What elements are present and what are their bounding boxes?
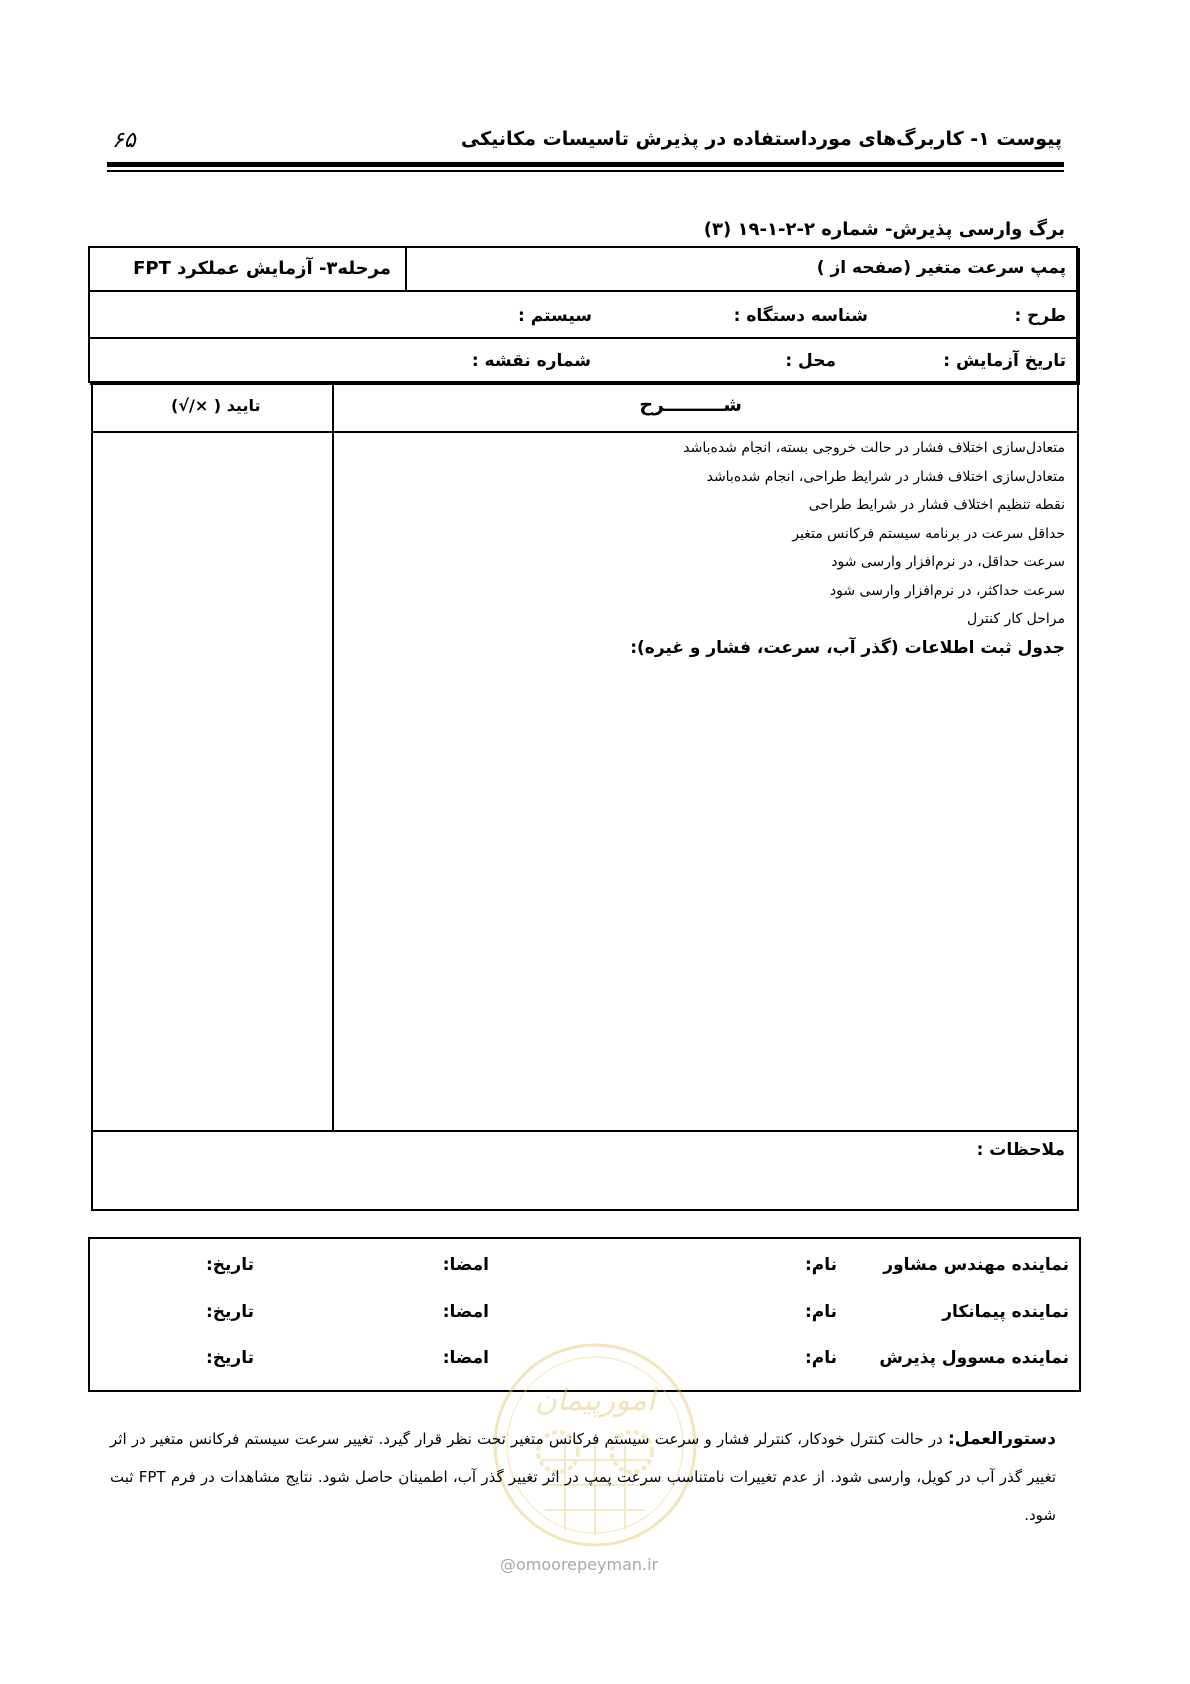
list-item: متعادل‌سازی اختلاف فشار در حالت خروجی بسته، انجام شده‌باشد: [683, 440, 1065, 456]
header-rule-thick: [107, 162, 1064, 167]
list-item: سرعت حداکثر، در نرم‌افزار وارسی شود: [829, 582, 1065, 599]
signature-field: امضا:: [442, 1255, 489, 1275]
signer-role: نماینده مهندس مشاور: [883, 1255, 1069, 1275]
checklist-table: [91, 382, 1079, 1211]
notes-label: ملاحظات :: [976, 1140, 1065, 1160]
location-label: محل :: [785, 351, 836, 371]
test-date-label: تاریخ آزمایش :: [943, 351, 1066, 371]
signature-field: امضا:: [442, 1348, 489, 1368]
watermark-site-text: omoorepeyman.ir: [516, 1555, 659, 1574]
signature-row: [90, 1302, 1079, 1332]
info-divider: [90, 337, 1076, 339]
list-item: متعادل‌سازی اختلاف فشار در شرایط طراحی، انجام شده‌باشد: [706, 468, 1065, 485]
signature-row: [90, 1255, 1079, 1285]
instructions-paragraph: [110, 1420, 1056, 1534]
approval-header: تایید ( ×/√): [171, 396, 261, 415]
form-code: برگ وارسی پذیرش- شماره ۲-۲-۱-۱۹ (۳): [703, 219, 1065, 240]
description-list: [365, 434, 1065, 662]
column-divider: [332, 384, 334, 1131]
date-field: تاریخ:: [206, 1302, 254, 1322]
data-table-label: جدول ثبت اطلاعات (گذر آب، سرعت، فشار و غیره):: [630, 637, 1065, 658]
form-info-box: [88, 246, 1078, 383]
instructions-text: در حالت کنترل خودکار، کنترلر فشار و سرعت سیستم فرکانس متغیر تحت نظر قرار گیرد. تغییر سرعت سیستم فرکانس متغیر در اثر تغییر گذر آب در کویل، وارسی شود. از عدم تغییرات نامتناسب سرعت پمپ در اثر تغییر گذر آب، اطمینان حاصل شود. نتایج مشاهدات در فرم FPT ثبت شود.: [110, 1430, 1056, 1524]
watermark-site: [500, 1555, 658, 1574]
date-field: تاریخ:: [206, 1255, 254, 1275]
signature-field: امضا:: [442, 1302, 489, 1322]
stage-title: مرحله۳- آزمایش عملکرد FPT: [133, 258, 391, 279]
header-rule-thin: [107, 170, 1064, 172]
table-header-divider: [93, 431, 1077, 433]
list-item: نقطه تنظیم اختلاف فشار در شرایط طراحی: [808, 497, 1065, 513]
name-field: نام:: [804, 1255, 837, 1275]
drawing-number-label: شماره نقشه :: [471, 351, 591, 371]
page-number: ۶۵: [112, 128, 136, 153]
pump-title: پمپ سرعت متغیر (صفحه از ): [816, 258, 1066, 278]
device-id-label: شناسه دستگاه :: [733, 306, 868, 326]
signer-role: نماینده پیمانکار: [942, 1302, 1069, 1322]
list-item: حداقل سرعت در برنامه سیستم فرکانس متغیر: [792, 525, 1065, 542]
running-title: پیوست ۱- کاربرگ‌های مورداستفاده در پذیرش تاسیسات مکانیکی: [460, 128, 1062, 150]
system-label: سیستم :: [518, 306, 592, 326]
info-divider: [405, 248, 407, 290]
list-item: مراحل کار کنترل: [967, 611, 1065, 627]
at-icon: @: [500, 1555, 516, 1574]
signer-role: نماینده مسوول پذیرش: [879, 1348, 1069, 1368]
date-field: تاریخ:: [206, 1348, 254, 1368]
info-divider: [90, 290, 1076, 292]
list-item: سرعت حداقل، در نرم‌افزار وارسی شود: [831, 554, 1065, 570]
name-field: نام:: [804, 1302, 837, 1322]
watermark-logo-text: امورپیمان: [534, 1383, 656, 1418]
name-field: نام:: [804, 1348, 837, 1368]
description-header: شـــــــــرح: [639, 394, 742, 416]
notes-divider: [93, 1130, 1077, 1132]
instructions-lead: دستورالعمل:: [947, 1429, 1056, 1449]
project-label: طرح :: [1014, 306, 1066, 326]
